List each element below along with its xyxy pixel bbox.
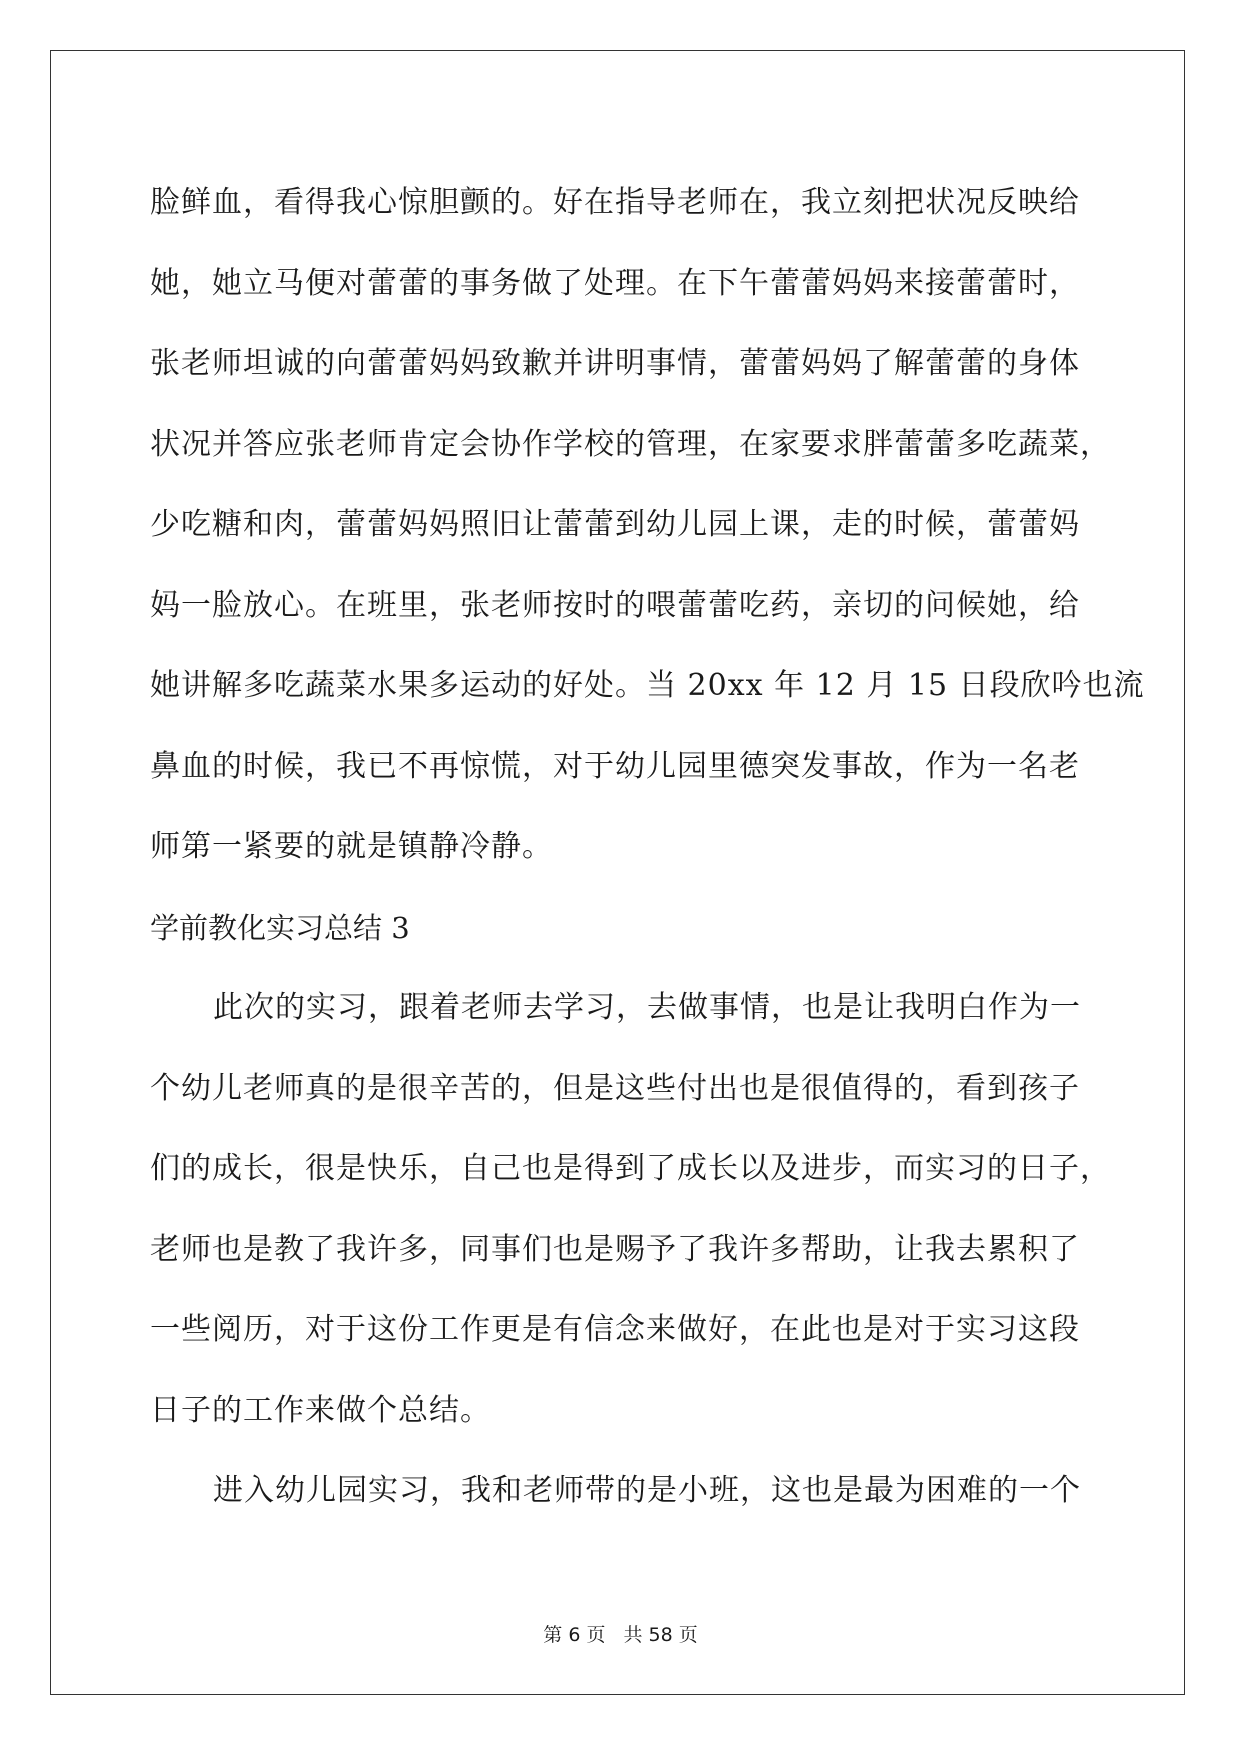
text-line: 们的成长，很是快乐，自己也是得到了成长以及进步，而实习的日子， xyxy=(150,1151,1111,1186)
section-heading: 学前教化实习总结 3 xyxy=(150,910,410,945)
text-line: 日子的工作来做个总结。 xyxy=(150,1392,491,1428)
paragraph-2 xyxy=(150,968,1111,1451)
text-line: 妈一脸放心。在班里，张老师按时的喂蕾蕾吃药，亲切的问候她，给 xyxy=(150,587,1080,623)
total-pages: 共 58 页 xyxy=(623,1624,698,1646)
text-line: 此次的实习，跟着老师去学习，去做事情，也是让我明白作为一 xyxy=(213,990,1081,1025)
text-line: 老师也是教了我许多，同事们也是赐予了我许多帮助，让我去累积了 xyxy=(150,1231,1080,1267)
text-line: 个幼儿老师真的是很辛苦的，但是这些付出也是很值得的，看到孩子 xyxy=(150,1070,1080,1106)
page-number: 第 6 页 xyxy=(543,1624,606,1646)
paragraph-1 xyxy=(150,163,1145,888)
text-line: 师第一紧要的就是镇静冷静。 xyxy=(150,829,553,864)
text-line: 她，她立马便对蕾蕾的事务做了处理。在下午蕾蕾妈妈来接蕾蕾时， xyxy=(150,265,1080,301)
text-line: 脸鲜血，看得我心惊胆颤的。好在指导老师在，我立刻把状况反映给 xyxy=(150,185,1080,220)
text-line: 少吃糖和肉，蕾蕾妈妈照旧让蕾蕾到幼儿园上课，走的时候，蕾蕾妈 xyxy=(150,507,1080,542)
paragraph-3 xyxy=(150,1451,1090,1532)
text-line: 鼻血的时候，我已不再惊慌，对于幼儿园里德突发事故，作为一名老 xyxy=(150,748,1080,784)
document-body xyxy=(150,163,1145,1532)
text-line: 她讲解多吃蔬菜水果多运动的好处。当 20xx 年 12 月 15 日段欣吟也流 xyxy=(150,668,1145,703)
page-footer xyxy=(0,1620,1241,1647)
text-line: 张老师坦诚的向蕾蕾妈妈致歉并讲明事情，蕾蕾妈妈了解蕾蕾的身体 xyxy=(150,346,1080,381)
text-line: 一些阅历，对于这份工作更是有信念来做好，在此也是对于实习这段 xyxy=(150,1312,1080,1347)
text-line: 进入幼儿园实习，我和老师带的是小班，这也是最为困难的一个 xyxy=(213,1473,1081,1508)
text-line: 状况并答应张老师肯定会协作学校的管理，在家要求胖蕾蕾多吃蔬菜， xyxy=(150,426,1111,462)
